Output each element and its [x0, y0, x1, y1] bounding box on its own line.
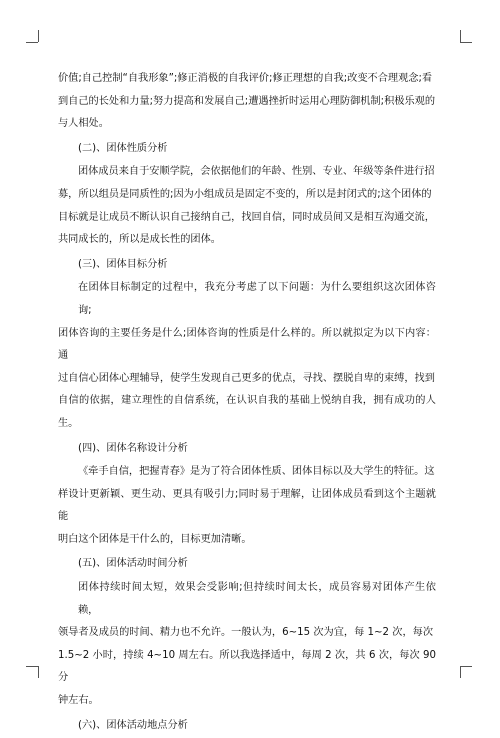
text-line: 钟左右。	[58, 695, 99, 707]
text-line: 《牵手自信，把握青春》是为了符合团体性质、团体目标以及大学生的特征。这	[78, 466, 435, 478]
section-heading: (三)、团体目标分析	[78, 258, 168, 270]
text-line: 自信的依据，建立理性的自信系统，在认识自我的基础上悦纳自我，拥有成功的人生。	[58, 395, 436, 429]
text-line: 团体成员来自于安顺学院，会依据他们的年龄、性别、专业、年级等条件进行招	[78, 166, 435, 178]
section-heading: (六)、团体活动地点分析	[78, 719, 188, 731]
text-line: 过自信心团体心理辅导，使学生发现自己更多的优点，寻找、摆脱自卑的束缚，找到	[58, 372, 435, 384]
text-line: 1.5~2 小时，持续 4~10 周左右。所以我选择适中，每周 2 次，共 6 次，每次 90 分	[58, 649, 436, 684]
text-line: 团体持续时间太短，效果会受影响;但持续时间太长，成员容易对团体产生依赖，	[78, 582, 436, 616]
section-heading: (四)、团体名称设计分析	[78, 442, 188, 454]
text-line: 领导者及成员的时间、精力也不允许。一般认为，6~15 次为宜，每 1~2 次，每次	[58, 627, 434, 639]
text-line: 明白这个团体是干什么的，目标更加清晰。	[58, 533, 252, 545]
text-line: 样设计更新颖、更生动、更具有吸引力;同时易于理解，让团体成员看到这个主题就能	[58, 488, 436, 523]
section-heading: (二)、团体性质分析	[78, 142, 168, 154]
text-line: 目标就是让成员不断认识自己接纳自己，找回自信，同时成员间又是相互沟通交流，	[58, 211, 435, 223]
text-line: 共同成长的，所以是成长性的团体。	[58, 234, 221, 246]
text-line: 在团体目标制定的过程中，我充分考虑了以下问题：为什么要组织这次团体咨询;	[78, 282, 436, 316]
text-line: 价值;自己控制“自我形象”;修正消极的自我评价;修正理想的自我;改变不合理观念;看	[58, 73, 433, 84]
text-line: 到自己的长处和力量;努力提高和发展自己;遭遇挫折时运用心理防御机制;积极乐观的	[58, 95, 436, 107]
text-line: 与人相处。	[58, 118, 109, 130]
text-line: 募，所以组员是同质性的;因为小组成员是固定不变的，所以是封闭式的;这个团体的	[58, 188, 432, 200]
text-line: 团体咨询的主要任务是什么;团体咨询的性质是什么样的。所以就拟定为以下内容：通	[58, 327, 436, 362]
document-page	[58, 68, 436, 738]
section-heading: (五)、团体活动时间分析	[78, 558, 188, 570]
